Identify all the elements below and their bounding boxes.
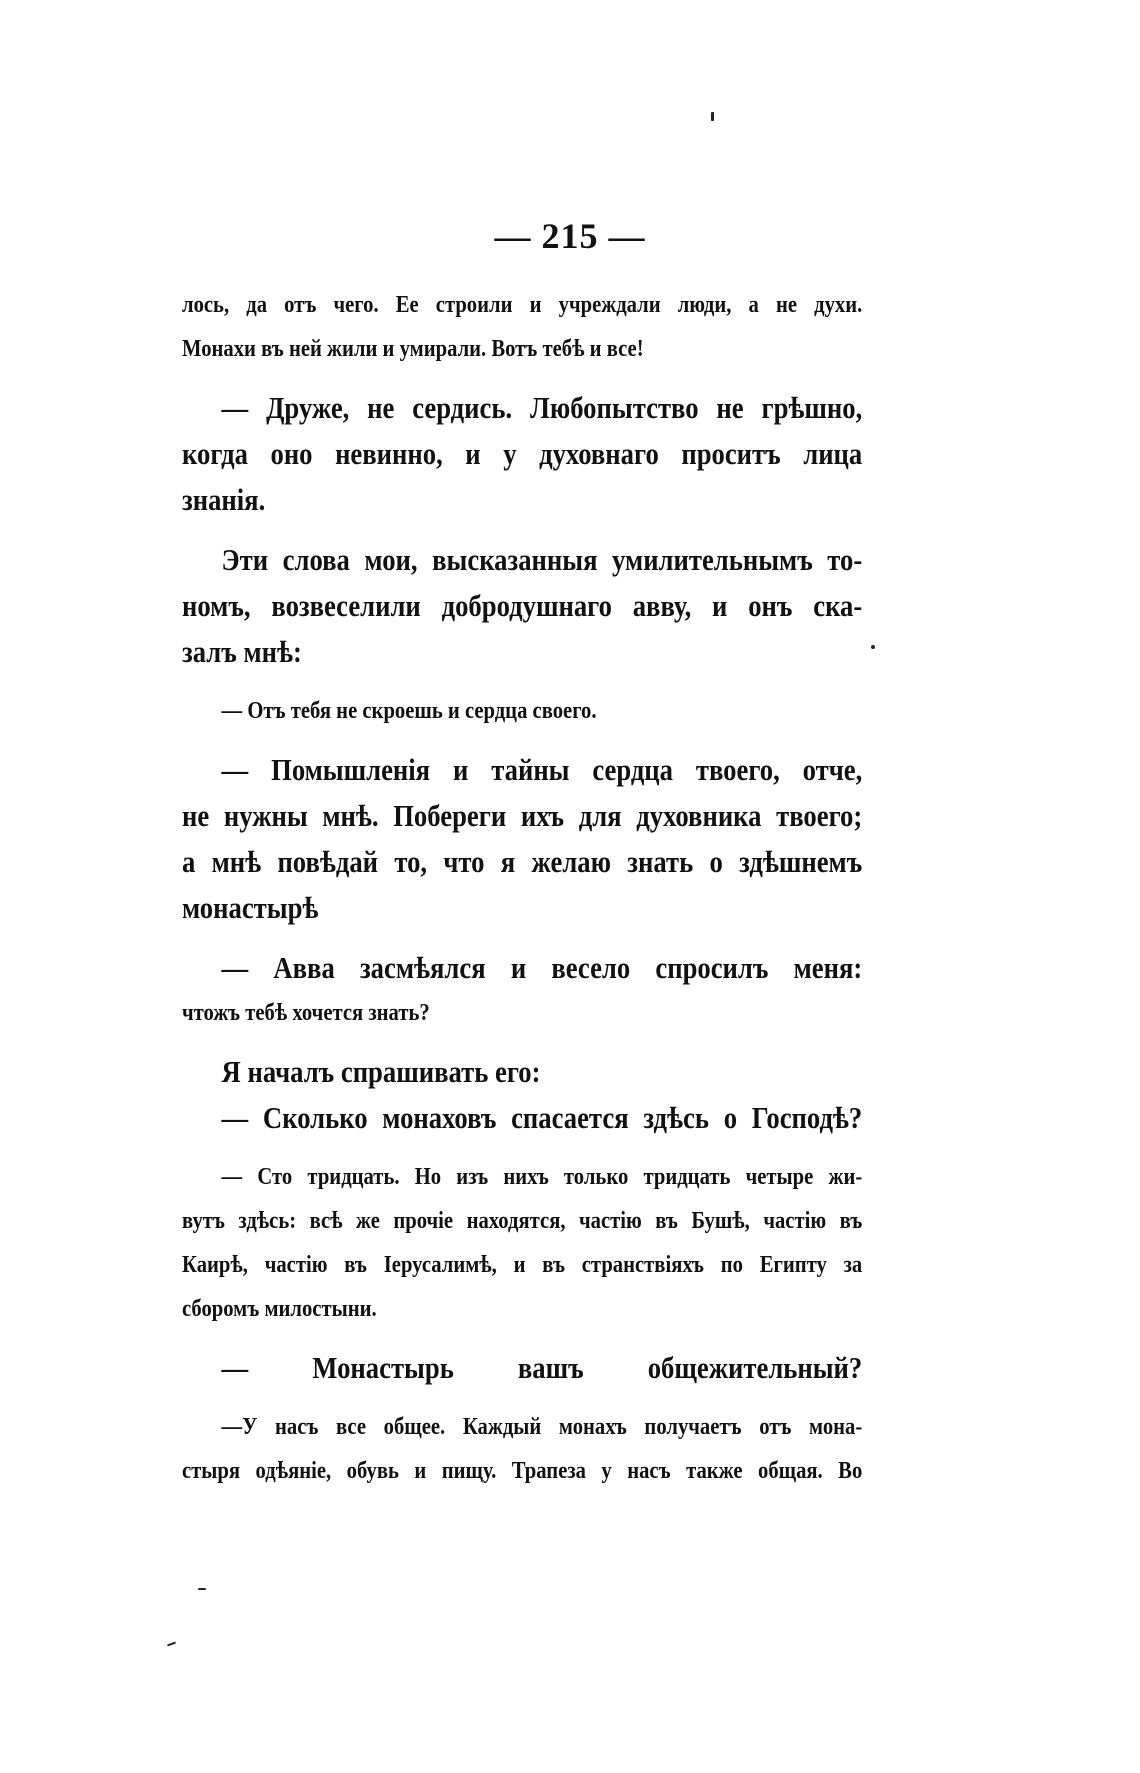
paragraph (182, 283, 862, 371)
text-line: — Авва засмѣялся и весело спросилъ меня: (221, 950, 863, 985)
text-line: не нужны мнѣ. Побереги ихъ для духовника твоего; (182, 798, 863, 833)
text-line: — Монастырь вашъ общежительный? (221, 1350, 863, 1385)
text-line: — Сто тридцать. Но изъ нихъ только тридцать четыре жи- (221, 1164, 863, 1190)
text-line: —У насъ все общее. Каждый монахъ получаетъ отъ мона- (221, 1414, 863, 1440)
text-line: залъ мнѣ: (182, 634, 302, 669)
text-line: Эти слова мои, высказанныя умилительнымъ то- (221, 542, 863, 577)
paragraph (182, 385, 862, 523)
text-line: когда оно невинно, и у духовнаго проситъ лица (182, 436, 863, 471)
paragraph (182, 1095, 862, 1141)
paragraph (182, 689, 862, 733)
text-line: — Сколько монаховъ спасается здѣсь о Господѣ? (221, 1100, 863, 1135)
paragraph (182, 1345, 862, 1391)
scan-speck (167, 1642, 176, 1647)
text-line: сборомъ милостыни. (182, 1296, 377, 1322)
scan-speck (711, 112, 714, 121)
paragraph (182, 945, 862, 991)
text-line: Каирѣ, частію въ Іерусалимѣ, и въ странствіяхъ по Египту за (182, 1252, 863, 1278)
text-line: Я началъ спрашивать его: (221, 1054, 541, 1089)
text-line: лось, да отъ чего. Ее строили и учреждали люди, а не духи. (182, 292, 863, 318)
scan-speck (198, 1588, 206, 1590)
paragraph (182, 1049, 862, 1095)
text-line: — Отъ тебя не скроешь и сердца своего. (221, 698, 597, 724)
text-line: знанія. (182, 482, 266, 517)
text-line: Монахи въ ней жили и умирали. Вотъ тебѣ и все! (182, 336, 644, 362)
paragraph (182, 747, 862, 931)
paragraph (182, 1155, 862, 1331)
text-line: монастырѣ (182, 890, 319, 925)
text-line: а мнѣ повѣдай то, что я желаю знать о здѣшнемъ (182, 844, 863, 879)
paragraph (182, 991, 862, 1035)
text-line: стыря одѣяніе, обувь и пищу. Трапеза у насъ также общая. Во (182, 1458, 863, 1484)
text-line: вутъ здѣсь: всѣ же прочіе находятся, частію въ Бушѣ, частію въ (182, 1208, 863, 1234)
body-text (182, 283, 862, 1493)
text-line: — Помышленія и тайны сердца твоего, отче, (221, 752, 863, 787)
scan-speck (871, 645, 875, 649)
text-line: — Друже, не сердись. Любопытство не грѣшно, (221, 390, 863, 425)
paragraph (182, 1405, 862, 1493)
paragraph (182, 537, 862, 675)
text-line: номъ, возвеселили добродушнаго авву, и онъ ска- (182, 588, 863, 623)
page-number: — 215 — (494, 216, 646, 256)
text-line: чтожъ тебѣ хочется знать? (182, 1000, 430, 1026)
